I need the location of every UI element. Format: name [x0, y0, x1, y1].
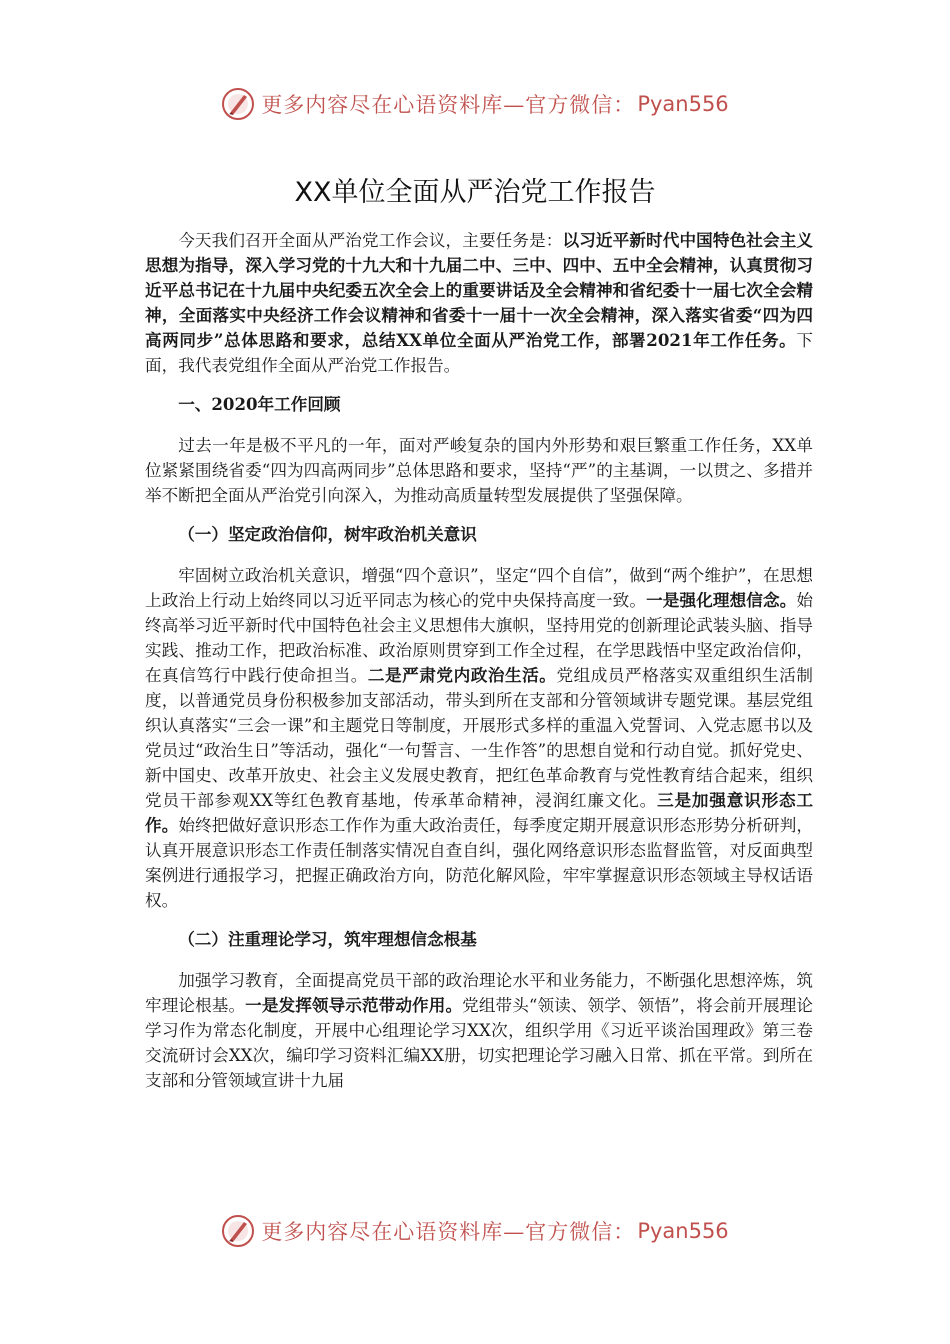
- banner-text: 更多内容尽在心语资料库—官方微信：: [261, 93, 636, 117]
- banner-wechat-id: Pyan556: [637, 92, 729, 116]
- intro-paragraph: 今天我们召开全面从严治党工作会议，主要任务是：以习近平新时代中国特色社会主义思想为指导，深入学习党的十九大和十九届二中、三中、四中、五中全会精神，认真贯彻习近平总书记在十九届中央纪委五次全会上的重要讲话及全会精神和省纪委十一届七次全会精神，全面落实中央经济工作会议精神和省委十一届十一次全会精神，深入落实省委“四为四高两同步”总体思路和要求，总结XX单位全面从严治党工作，部署2021年工作任务。下面，我代表党组作全面从严治党工作报告。: [145, 230, 813, 375]
- banner-text: 更多内容尽在心语资料库—官方微信：: [261, 1220, 636, 1244]
- header-watermark-banner: [0, 84, 950, 124]
- brush-logo-icon: [221, 87, 255, 121]
- document-body: [145, 228, 813, 1107]
- subsection-political-paragraph: 牢固树立政治机关意识，增强“四个意识”，坚定“四个自信”，做到“两个维护”，在思想上政治上行动上始终同以习近平同志为核心的党中央保持高度一致。一是强化理想信念。始终高举习近平新时代中国特色社会主义思想伟大旗帜，坚持用党的创新理论武装头脑、指导实践、推动工作，把政治标准、政治原则贯穿到工作全过程，在学思践悟中坚定政治信仰，在真信笃行中践行使命担当。二是严肃党内政治生活。党组成员严格落实双重组织生活制度，以普通党员身份积极参加支部活动，带头到所在支部和分管领域讲专题党课。基层党组织认真落实“三会一课”和主题党日等制度，开展形式多样的重温入党誓词、入党志愿书以及党员过“政治生日”等活动，强化“一句誓言、一生作答”的思想自觉和行动自觉。抓好党史、新中国史、改革开放史、社会主义发展史教育，把红色革命教育与党性教育结合起来，组织党员干部参观XX等红色教育基地，传承革命精神，浸润红廉文化。三是加强意识形态工作。始终把做好意识形态工作作为重大政治责任，每季度定期开展意识形态形势分析研判，认真开展意识形态工作责任制落实情况自查自纠，强化网络意识形态监督监管，对反面典型案例进行通报学习，把握正确政治方向，防范化解风险，牢牢掌握意识形态领域主导权话语权。: [145, 566, 814, 910]
- subsection-theory-paragraph: 加强学习教育，全面提高党员干部的政治理论水平和业务能力，不断强化思想淬炼，筑牢理论根基。一是发挥领导示范带动作用。党组带头“领读、领学、领悟”，将会前开展理论学习作为常态化制度，开展中心组理论学习XX次，组织学用《习近平谈治国理政》第三卷交流研讨会XX次，编印学习资料汇编XX册，切实把理论学习融入日常、抓在平常。到所在支部和分管领域宣讲十九届: [145, 971, 814, 1090]
- banner-wechat-id: Pyan556: [637, 1219, 729, 1243]
- brush-logo-icon: [221, 1214, 255, 1248]
- subsection-heading-political: （一）坚定政治信仰，树牢政治机关意识: [178, 524, 477, 544]
- section-review-paragraph: 过去一年是极不平凡的一年，面对严峻复杂的国内外形势和艰巨繁重工作任务，XX单位紧紧围绕省委“四为四高两同步”总体思路和要求，坚持“严”的主基调，一以贯之、多措并举不断把全面从严治党引向深入，为推动高质量转型发展提供了坚强保障。: [145, 436, 813, 505]
- footer-watermark-banner: [0, 1211, 950, 1251]
- subsection-heading-theory: （二）注重理论学习，筑牢理想信念根基: [178, 929, 477, 949]
- section-heading-review: 一、2020年工作回顾: [178, 394, 341, 414]
- document-title: XX单位全面从严治党工作报告: [294, 177, 656, 208]
